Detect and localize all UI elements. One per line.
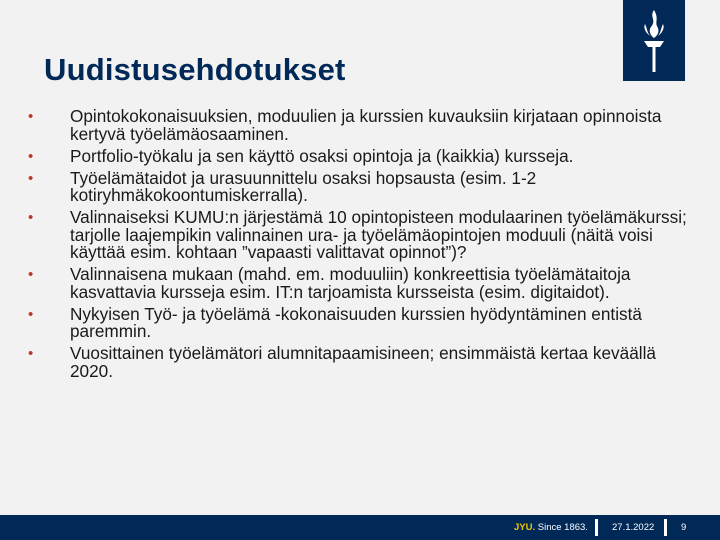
- bullet-item: [28, 345, 688, 380]
- bullet-item: [28, 145, 688, 166]
- slide-title: Uudistusehdotukset: [44, 52, 346, 87]
- brand-short: JYU.: [514, 522, 536, 533]
- bullet-marker: •: [28, 266, 34, 284]
- bullet-marker: •: [28, 147, 34, 165]
- bullet-marker: •: [28, 108, 34, 125]
- bullet-item: [28, 266, 688, 301]
- bullet-text: Valinnaiseksi KUMU:n järjestämä 10 opintopisteen modulaarinen työelämäkurssi; tarjolle laajempikin valinnainen ura- ja työelämäopintojen moduuli (näitä voisi käyttää esim. kohtaan ”vapaasti valittavat opinnot”)?: [70, 207, 687, 263]
- university-logo: [623, 0, 685, 81]
- footer-brand: [514, 522, 588, 533]
- footer-divider: [595, 519, 598, 536]
- footer-date: 27.1.2022: [612, 522, 655, 533]
- bullet-list: [28, 108, 688, 385]
- bullet-item: [28, 108, 688, 143]
- torch-logo-icon: [623, 0, 685, 81]
- bullet-text: Opintokokonaisuuksien, moduulien ja kurssien kuvauksiin kirjataan opinnoista kertyvä työelämäosaaminen.: [70, 106, 662, 144]
- bullet-marker: •: [28, 209, 34, 227]
- bullet-marker: •: [28, 305, 34, 323]
- bullet-text: Nykyisen Työ- ja työelämä -kokonaisuuden kurssien hyödyntäminen entistä paremmin.: [70, 303, 642, 342]
- bullet-text: Valinnaisena mukaan (mahd. em. moduuliin) konkreettisia työelämätaitoja kasvattavia kursseja esim. IT:n tarjoamista kursseista (esim. digitaidot).: [70, 264, 631, 302]
- bullet-text: Työelämätaidot ja urasuunnittelu osaksi hopsausta (esim. 1-2 kotiryhmäkokoontumiskerralla).: [70, 167, 537, 206]
- footer-bar: [0, 515, 720, 540]
- bullet-item: [28, 303, 688, 342]
- page-number: 9: [681, 522, 687, 533]
- bullet-marker: •: [28, 345, 34, 363]
- bullet-item: [28, 209, 688, 262]
- bullet-item: [28, 167, 688, 206]
- bullet-text: Vuosittainen työelämätori alumnitapaamisineen; ensimmäistä kertaa keväällä 2020.: [70, 343, 656, 382]
- bullet-text: Portfolio-työkalu ja sen käyttö osaksi opintoja ja (kaikkia) kursseja.: [70, 145, 574, 166]
- bullet-marker: •: [28, 169, 34, 187]
- footer-divider: [664, 519, 667, 536]
- brand-tagline: Since 1863.: [537, 522, 588, 533]
